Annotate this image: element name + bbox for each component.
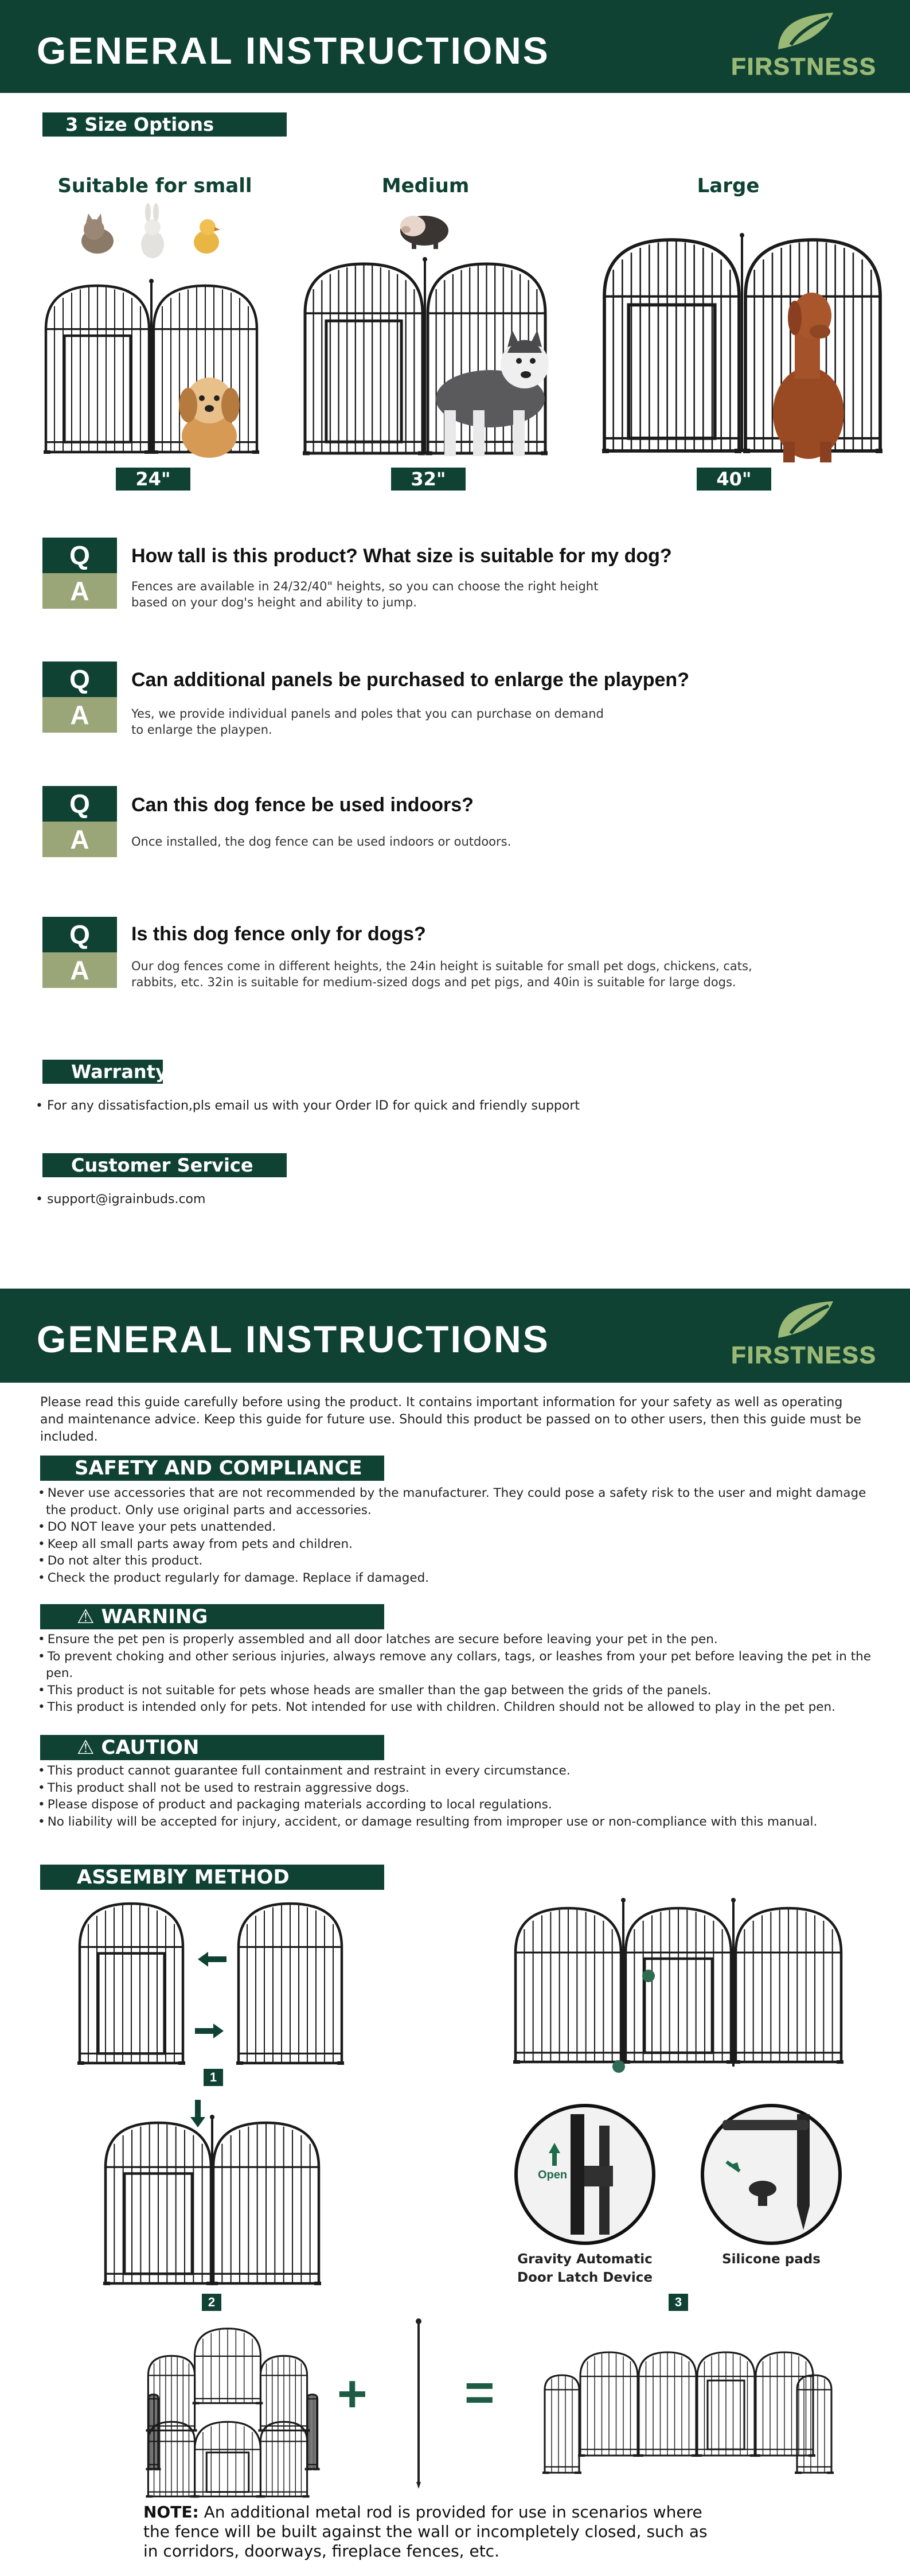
brand-name: FIRSTNESS: [731, 1341, 877, 1368]
fence-door-panel: [103, 2123, 213, 2283]
question-badge: Q: [42, 786, 117, 822]
latch-caption: Gravity Automatic Door Latch Device: [517, 2252, 653, 2285]
step-badge: 3: [669, 2294, 688, 2311]
caution-heading-text: CAUTION: [101, 1736, 200, 1759]
fence-panel: [193, 2329, 263, 2403]
fence-panel: [305, 2395, 320, 2469]
faq-question: How tall is this product? What size is suitable for my dog?: [131, 545, 672, 567]
size-options-heading: [42, 112, 287, 137]
faq-answer: Our dog fences come in different heights, the 24in height is suitable for small pet dogs, chickens, cats, rabbits, etc. 32in is suitable for medium-sized dogs and pet pigs, and 40in is suitable for large dogs.: [131, 959, 752, 989]
customer-service-email: [36, 1192, 205, 1207]
warning-heading: [40, 1604, 384, 1629]
fence-panel: [542, 2375, 581, 2473]
fence-panel: [258, 2422, 309, 2496]
warranty-text-value: For any dissatisfaction,pls email us with your Order ID for quick and friendly support: [46, 1099, 580, 1113]
size-label-40: 40": [697, 468, 771, 491]
safety-heading-text: SAFETY AND COMPLIANCE: [75, 1457, 362, 1480]
fence-panel: [258, 2356, 309, 2430]
plus-symbol: +: [337, 2365, 368, 2423]
customer-service-heading: [42, 1153, 287, 1177]
arrow-left-icon: [198, 1951, 226, 1968]
bullet-dot: •: [36, 1099, 47, 1113]
caution-heading: [40, 1735, 384, 1760]
support-email: support@igrainbuds.com: [46, 1192, 206, 1207]
list-item: • Never use accessories that are not recommended by the manufacturer. They could pose a safety risk to the user and might damage the product. Only use original parts and accessories.: [38, 1485, 886, 1519]
fence-panel: [753, 2352, 815, 2456]
list-item: • This product cannot guarantee full containment and restraint in every circumstance.: [38, 1762, 886, 1780]
list-item: • Please dispose of product and packaging materials according to local regulations.: [38, 1796, 886, 1814]
chick-illustration: [190, 216, 222, 257]
fence-panel: [636, 2352, 698, 2456]
latch-marker: [642, 1970, 655, 1982]
guide-intro: Please read this guide carefully before using the product. It contains important information for your safety as well as operating and maintenance advice. Keep this guide for future use. Should this product be passed on to other users, then this guide must be included.: [40, 1395, 861, 1444]
fence-panel: [211, 2123, 321, 2283]
leaf-logo-icon: [774, 1298, 837, 1344]
fence-panel: [513, 1908, 623, 2062]
note-label: NOTE:: [143, 2503, 199, 2521]
fence-door-panel: [602, 240, 741, 451]
warranty-heading-text: Warranty: [71, 1061, 167, 1083]
fence-door-panel: [44, 286, 151, 452]
fence-panel: [733, 1908, 843, 2062]
list-item: • Check the product regularly for damage. Replace if damaged.: [38, 1570, 886, 1587]
puppy-illustration: [172, 367, 247, 459]
list-item: • This product shall not be used to restrain aggressive dogs.: [38, 1780, 886, 1797]
equals-symbol: =: [464, 2364, 495, 2422]
size-title-large: Large: [697, 174, 760, 197]
caution-list: [38, 1762, 886, 1830]
faq-question: Is this dog fence only for dogs?: [131, 923, 426, 945]
warning-list: [38, 1631, 886, 1716]
fence-panel: [236, 1904, 344, 2063]
faq-answer: Yes, we provide individual panels and poles that you can purchase on demand to enlarge the playpen.: [131, 707, 604, 737]
top-banner: [0, 0, 910, 93]
fence-door-panel: [77, 1904, 185, 2063]
door-panel-illustration: [77, 1900, 186, 2067]
step-badge: 2: [202, 2294, 221, 2311]
customer-service-heading-text: Customer Service: [71, 1154, 253, 1176]
fence-panel: [578, 2352, 640, 2456]
pads-caption: Silicone pads: [722, 2252, 821, 2267]
faq-answer: Fences are available in 24/32/40" heights, so you can choose the right height based on your dog's height and ability to jump.: [131, 579, 599, 609]
warranty-text: [36, 1099, 580, 1113]
bullet-dot: •: [36, 1192, 47, 1207]
size-label-24: 24": [116, 468, 190, 491]
size-title-medium: Medium: [381, 174, 470, 197]
door-latch-detail: [513, 2103, 657, 2246]
assembly-heading-text: ASSEMBlY METHOD: [77, 1866, 290, 1889]
size-options-heading-text: 3 Size Options: [65, 114, 214, 135]
answer-badge: A: [42, 952, 117, 988]
faq-answer: Once installed, the dog fence can be used indoors or outdoors.: [131, 835, 511, 849]
assembly-heading: [40, 1865, 384, 1890]
banner-title: GENERAL INSTRUCTIONS: [37, 1318, 550, 1360]
list-item: • DO NOT leave your pets unattended.: [38, 1519, 886, 1536]
answer-badge: A: [42, 822, 117, 857]
warning-icon: ⚠: [77, 1605, 101, 1628]
octagon-playpen-illustration: [133, 2329, 322, 2490]
question-badge: Q: [42, 538, 117, 573]
arrow-right-icon: [195, 2022, 224, 2040]
note-text: An additional metal rod is provided for use in scenarios where the fence will be built against the wall or incompletely closed, such as in corridors, doorways, fireplace fences, etc.: [143, 2503, 708, 2561]
fence-door-panel: [695, 2352, 757, 2456]
list-item: • No liability will be accepted for injury, accident, or damage resulting from improper use or non-compliance with this manual.: [38, 1814, 886, 1831]
fence-door-panel: [193, 2422, 263, 2496]
question-badge: Q: [42, 661, 117, 697]
open-label: Open: [538, 2169, 568, 2181]
list-item: • This product is not suitable for pets whose heads are smaller than the gap between the grids of the panels.: [38, 1682, 886, 1699]
size-label-32: 32": [391, 468, 466, 491]
second-banner: [0, 1289, 910, 1383]
husky-illustration: [427, 330, 553, 459]
silicone-pads-detail: [700, 2103, 843, 2246]
faq-question: Can this dog fence be used indoors?: [131, 794, 474, 816]
answer-badge: A: [42, 697, 117, 733]
size-title-small: Suitable for small: [57, 174, 252, 197]
caution-icon: ⚠: [77, 1736, 101, 1759]
leaf-logo-icon: [774, 9, 837, 55]
fence-door-panel: [303, 264, 425, 453]
warning-heading-text: WARNING: [101, 1605, 208, 1628]
three-panel-fence-illustration: [513, 1900, 846, 2072]
brand-name: FIRSTNESS: [731, 53, 877, 80]
open-playpen-illustration: [545, 2335, 831, 2490]
pig-illustration: [396, 204, 453, 250]
safety-list: [38, 1485, 886, 1586]
list-item: • Do not alter this product.: [38, 1552, 886, 1570]
pad-marker: [612, 2060, 625, 2073]
step-badge: 1: [204, 2069, 223, 2086]
two-panel-fence-illustration: [103, 2117, 321, 2289]
assembly-note: [143, 2503, 717, 2561]
panel-illustration: [236, 1900, 345, 2067]
answer-badge: A: [42, 573, 117, 609]
question-badge: Q: [42, 917, 117, 952]
rabbit-illustration: [136, 204, 169, 259]
warranty-heading: [42, 1060, 167, 1084]
faq-question: Can additional panels be purchased to enlarge the playpen?: [131, 669, 689, 691]
brand-logo: [721, 9, 887, 84]
list-item: • This product is intended only for pets. Not intended for use with children. Children should not be allowed to play in the pet pen.: [38, 1699, 886, 1716]
list-item: • To prevent choking and other serious injuries, always remove any collars, tags, or leashes from your pet before leaving the pet in the pen.: [38, 1648, 886, 1682]
cat-illustration: [75, 212, 120, 258]
list-item: • Keep all small parts away from pets and children.: [38, 1536, 886, 1553]
fence-panel: [795, 2375, 834, 2473]
fence-door-panel: [623, 1908, 733, 2062]
large-dog-illustration: [763, 287, 854, 465]
metal-rod-illustration: [414, 2318, 423, 2490]
brand-logo: [721, 1298, 887, 1372]
banner-title: GENERAL INSTRUCTIONS: [37, 29, 550, 72]
list-item: • Ensure the pet pen is properly assembled and all door latches are secure before leaving your pet in the pen.: [38, 1631, 886, 1648]
safety-heading: [40, 1456, 384, 1481]
